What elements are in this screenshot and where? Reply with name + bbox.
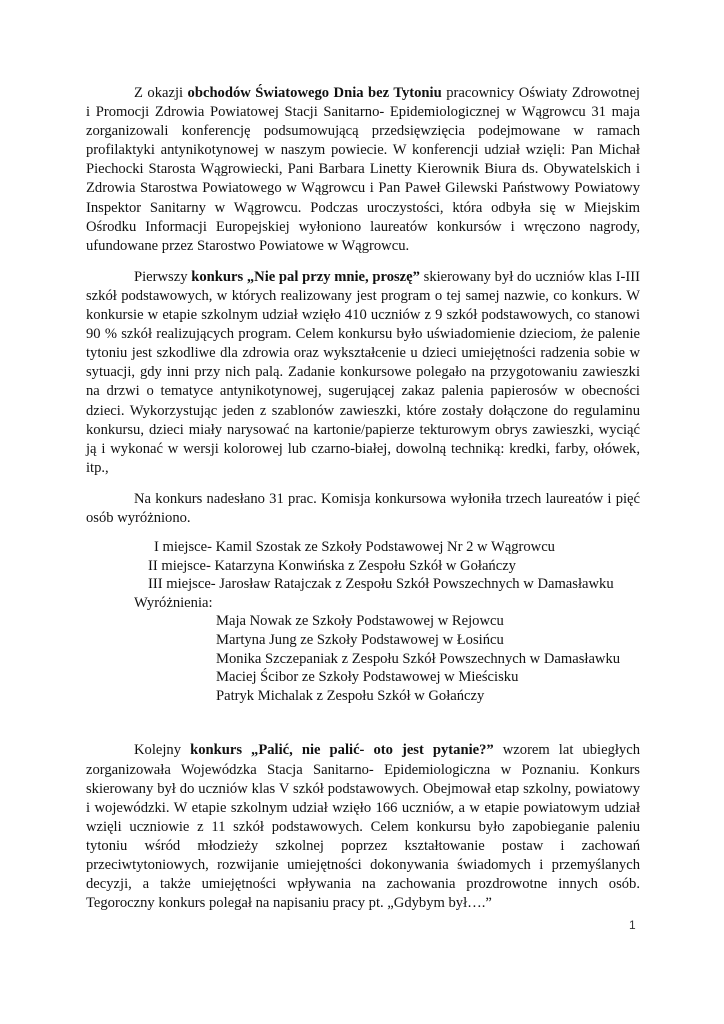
distinctions-list — [134, 612, 640, 705]
first-contest-lead: Pierwszy — [134, 268, 192, 285]
document-body — [86, 84, 640, 913]
first-place: I miejsce- Kamil Szostak ze Szkoły Podstawowej Nr 2 w Wągrowcu — [154, 539, 555, 556]
page-number: 1 — [629, 918, 636, 932]
first-contest-body: skierowany był do uczniów klas I-III szkół podstawowych, w których realizowany jest program o tej samej nazwie, co konkurs. W konkursie w etapie szkolnym udział wzięło 410 uczniów z 9 szkół podstawowych, co stanowi 90 % szkół realizujących program. Celem konkursu było uświadomienie dzieciom, że palenie tytoniu jest szkodliwe dla zdrowia oraz wykształcenie u dzieci umiejętności radzenia sobie w sytuacji, gdy inni przy nich palą. Zadanie konkursowe polegało na przygotowaniu zawieszki na drzwi o tematyce antynikotynowej, sugerującej zakaz palenia papierosów w obecności dzieci. Wykorzystując jeden z szablonów zawieszki, które zostały dołączone do regulaminu konkursu, dzieci miały narysować na kartonie/papierze tekturowym obrys zawieszki, wyciąć ją i wykonać w wersji kolorowej lub czarno-białej, dowolną techniką: kredki, farby, ołówek, itp., — [86, 268, 640, 476]
paragraph-first-contest — [86, 268, 640, 478]
intro-event-name: obchodów Światowego Dnia bez Tytoniu — [187, 85, 442, 101]
third-place: III miejsce- Jarosław Ratajczak z Zespołu Szkół Powszechnych w Damasławku — [148, 576, 614, 593]
second-contest-lead: Kolejny — [134, 742, 191, 759]
distinction-item: Martyna Jung ze Szkoły Podstawowej w Łosińcu — [216, 632, 504, 649]
paragraph-second-contest — [86, 741, 640, 913]
results-list — [86, 538, 640, 705]
paragraph-intro — [86, 84, 640, 256]
first-contest-title: konkurs „Nie pal przy mnie, proszę” — [191, 268, 420, 285]
distinction-item: Patryk Michalak z Zespołu Szkół w Gołańczy — [216, 687, 485, 704]
distinction-item: Monika Szczepaniak z Zespołu Szkół Powszechnych w Damasławku — [216, 650, 621, 667]
distinctions-label: Wyróżnienia: — [134, 594, 213, 611]
distinction-item: Maja Nowak ze Szkoły Podstawowej w Rejowcu — [216, 613, 504, 630]
second-place: II miejsce- Katarzyna Konwińska z Zespołu Szkół w Gołańczy — [148, 557, 516, 574]
intro-body: pracownicy Oświaty Zdrowotnej i Promocji Zdrowia Powiatowej Stacji Sanitarno- Epidemiologicznej w Wągrowcu 31 maja zorganizowali konferencję podsumowującą przedsięwzięcia podejmowane w ramach profilaktyki antynikotynowej w naszym powiecie. W konferencji udział wzięli: Pan Michał Piechocki Starosta Wągrowiecki, Pani Barbara Linetty Kierownik Biura ds. Obywatelskich i Zdrowia Starostwa Powiatowego w Wągrowcu i Pan Paweł Gilewski Państwowy Powiatowy Inspektor Sanitarny w Wągrowcu. Podczas uroczystości, która odbyła się w Miejskim Ośrodku Informacji Europejskiej wyłoniono laureatów konkursów i wręczono nagrody, ufundowane przez Starostwo Powiatowe w Wągrowcu. — [86, 85, 640, 254]
intro-lead: Z okazji — [134, 85, 188, 101]
second-contest-body: wzorem lat ubiegłych zorganizowała Wojewódzka Stacja Sanitarno- Epidemiologiczna w Poznaniu. Konkurs skierowany był do uczniów klas V szkół podstawowych. Obejmował etap szkolny, powiatowy i wojewódzki. W etapie szkolnym udział wzięło 166 uczniów, a w etapie powiatowym udział wzięli uczniowie z 11 szkół podstawowych. Celem konkursu było zapobieganie paleniu tytoniu wśród młodzieży szkolnej poprzez kształtowanie postaw i zachowań przeciwtytoniowych, rozwijanie umiejętności dokonywania świadomych i przemyślanych decyzji, a także umiejętności wpływania na zachowania prozdrowotne innych osób. Tegoroczny konkurs polegał na napisaniu pracy pt. „Gdybym był….” — [86, 742, 640, 912]
paragraph-submissions: Na konkurs nadesłano 31 prac. Komisja konkursowa wyłoniła trzech laureatów i pięć osób wyróżniono. — [86, 490, 640, 526]
second-contest-title: konkurs „Palić, nie palić- oto jest pytanie?” — [190, 742, 494, 759]
distinction-item: Maciej Ścibor ze Szkoły Podstawowej w Mieścisku — [216, 669, 519, 686]
